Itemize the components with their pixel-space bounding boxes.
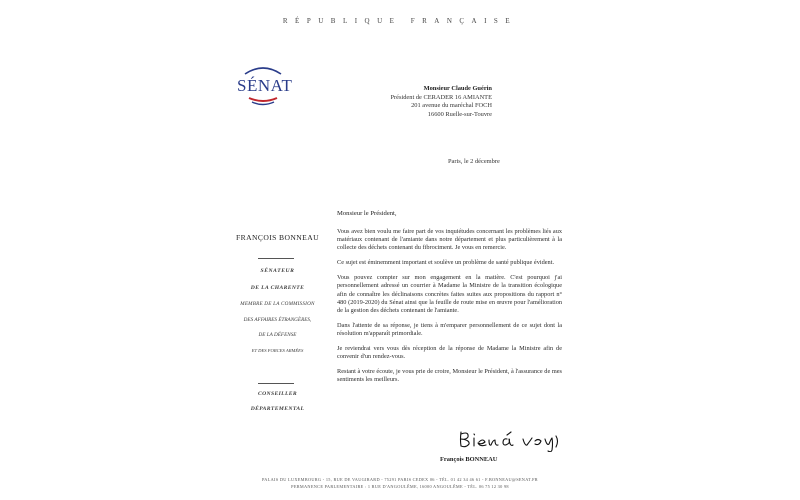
sender-role: CONSEILLER [257, 391, 298, 397]
sender-department: DE LA CHARENTE [250, 285, 305, 291]
sender-title: SÉNATEUR [260, 268, 295, 274]
letter-body [337, 228, 562, 391]
recipient-line: 201 avenue du maréchal FOCH [411, 102, 492, 110]
letter-salutation: Monsieur le Président, [337, 210, 397, 217]
recipient-line: Président de CERADER 16 AMIANTE [390, 93, 492, 101]
sidebar-divider [258, 258, 294, 259]
letter-paragraph: Ce sujet est éminemment important et soulève un problème de santé publique évident. [337, 259, 555, 267]
footer-permanence: PERMANENCE PARLEMENTAIRE : 1 RUE D'ANGOULÊME, 16000 ANGOULÊME - TÉL. 06 75 12 30 98 [291, 484, 509, 489]
senat-logo-word: SÉNAT [237, 76, 293, 95]
handwritten-signature [455, 426, 560, 452]
letter-paragraph: Dans l'attente de sa réponse, je tiens à m'emparer personnellement de ce sujet dont la résolution m'apparaît primordiale. [337, 321, 562, 337]
sender-commission-line: ET DES FORCES ARMÉES [251, 348, 304, 353]
recipient-name: Monsieur Claude Guérin [423, 85, 492, 92]
sender-name: FRANÇOIS BONNEAU [236, 233, 319, 242]
letter-paragraph: Vous pouvez compter sur mon engagement en la matière. C'est pourquoi j'ai personnellement adressé un courrier à Madame la Ministre de la transition écologique afin de connaître les déclinaisons concrètes faites suites aux propositions du rapport n° 480 (2019-2020) du Sénat ainsi que la feuille de route mise en œuvre pour l'amélioration de la gestion des déchets contenant de l'amiante. [337, 274, 562, 314]
sender-role: DÉPARTEMENTAL [250, 406, 305, 412]
sender-commission-line: DE LA DÉFENSE [258, 332, 297, 338]
sidebar-divider [258, 383, 294, 384]
letter-paragraph: Restant à votre écoute, je vous prie de croire, Monsieur le Président, à l'assurance de mes sentiments les meilleurs. [337, 368, 562, 384]
header-republique: RÉPUBLIQUE FRANÇAISE [282, 17, 518, 25]
footer-address: PALAIS DU LUXEMBOURG - 15, RUE DE VAUGIRARD - 75291 PARIS CEDEX 06 - TÉL. 01 42 34 46 61 - F.BONNEAU@SENAT.FR [262, 477, 538, 482]
recipient-line: 16600 Ruelle-sur-Touvre [427, 110, 492, 118]
sender-commission-line: DES AFFAIRES ÉTRANGÈRES, [243, 317, 312, 323]
recipient-block [272, 85, 492, 119]
letter-paragraph: Vous avez bien voulu me faire part de vos inquiétudes concernant les problèmes liés aux matériaux contenant de l'amiante dans notre département et plus particulièrement à la collecte des déchets contenant du fibrociment. Je vous en remercie. [337, 228, 562, 252]
letter-paragraph: Je reviendrai vers vous dès réception de la réponse de Madame la Ministre afin de convenir d'un rendez-vous. [337, 345, 562, 361]
sender-commission-line: MEMBRE DE LA COMMISSION [240, 301, 315, 307]
handwritten-signature-icon [455, 426, 560, 452]
place-date: Paris, le 2 décembre [448, 158, 500, 165]
signature-name: François BONNEAU [440, 456, 498, 463]
